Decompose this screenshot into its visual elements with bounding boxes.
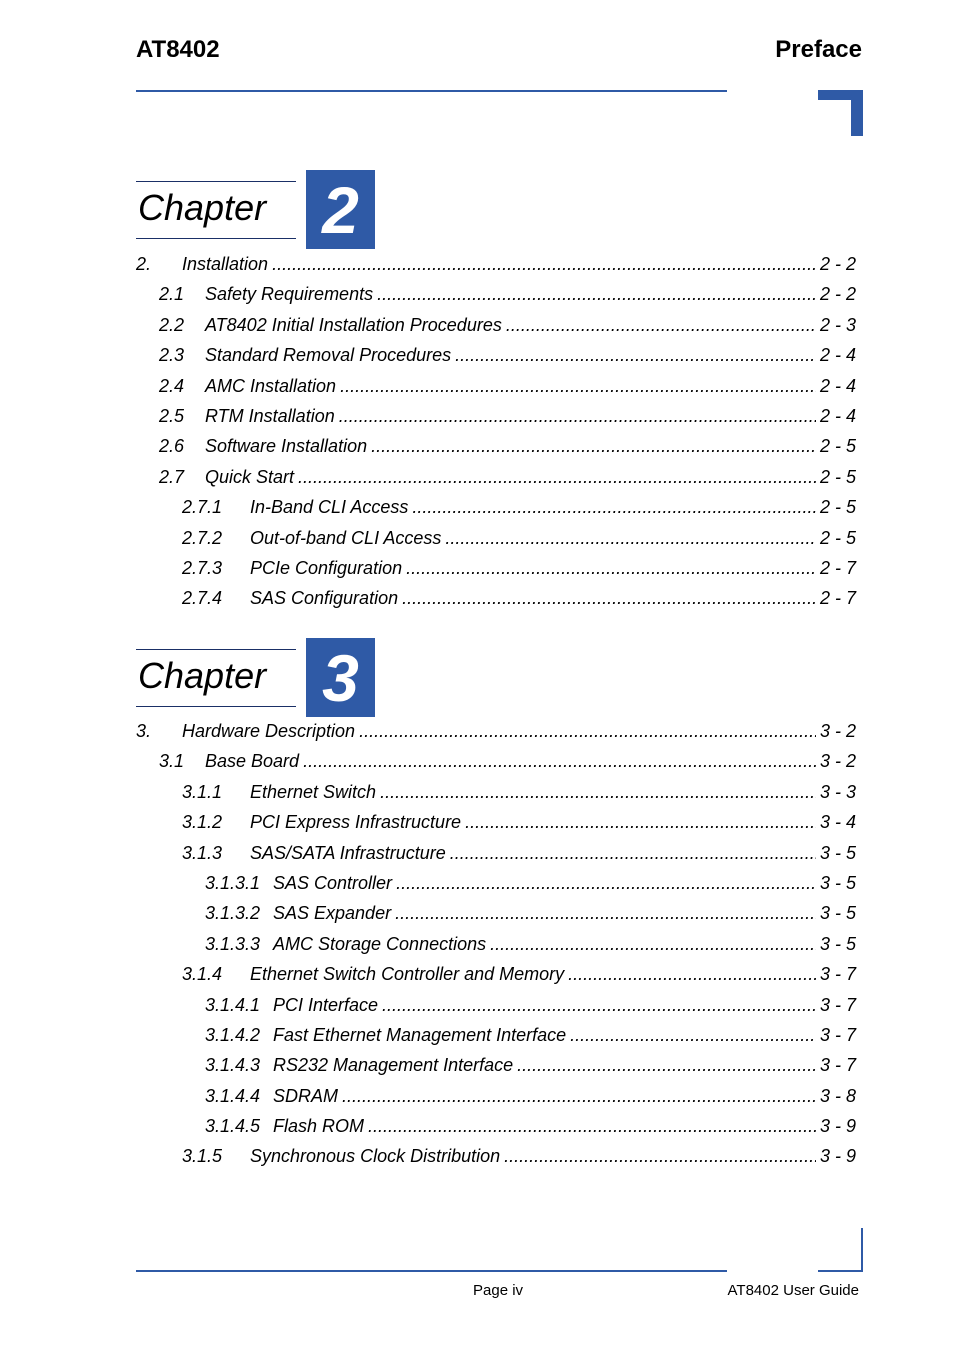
toc-entry-number: 3.1.4	[182, 964, 223, 985]
toc-entry-number: 2.	[136, 254, 152, 274]
footer-rule	[136, 1270, 727, 1272]
toc-leader-dots	[517, 1055, 816, 1076]
toc-leader-dots	[377, 284, 816, 305]
toc-chapter-2	[136, 254, 856, 619]
footer-page-number: Page iv	[473, 1282, 524, 1299]
toc-entry-page: 3 - 4	[819, 812, 856, 833]
footer-guide-title: AT8402 User Guide	[727, 1282, 859, 1299]
toc-entry[interactable]	[136, 964, 856, 994]
chapter-rule-bottom	[136, 706, 296, 707]
toc-entry-title: SAS Controller	[273, 872, 393, 893]
toc-entry-page: 3 - 2	[819, 751, 856, 772]
toc-entry-page: 3 - 5	[819, 872, 856, 893]
toc-leader-dots	[506, 315, 816, 336]
toc-entry-page: 2 - 4	[819, 345, 856, 366]
header-product: AT8402	[136, 36, 220, 63]
toc-entry-page: 3 - 9	[819, 1146, 856, 1167]
toc-entry-page: 3 - 5	[819, 933, 856, 954]
toc-leader-dots	[298, 467, 816, 488]
toc-entry[interactable]	[136, 843, 856, 873]
toc-leader-dots	[342, 1086, 816, 1107]
toc-leader-dots	[395, 903, 816, 924]
toc-entry-number: 3.1	[159, 751, 185, 772]
toc-entry-page: 2 - 5	[819, 527, 856, 548]
chapter-rule-top	[136, 649, 296, 650]
toc-entry-title: AMC Installation	[205, 375, 337, 396]
toc-entry-number: 2.6	[159, 436, 185, 457]
toc-leader-dots	[504, 1146, 816, 1167]
toc-leader-dots	[445, 528, 816, 549]
toc-entry-number: 2.7.3	[182, 557, 223, 578]
toc-entry-title: PCI Interface	[273, 994, 379, 1015]
toc-entry[interactable]	[136, 934, 856, 964]
toc-leader-dots	[570, 1025, 816, 1046]
chapter-number-badge: 2	[306, 170, 375, 249]
toc-entry-title: Quick Start	[205, 466, 295, 487]
toc-entry[interactable]	[136, 254, 856, 284]
toc-leader-dots	[380, 782, 816, 803]
toc-entry-title: RS232 Management Interface	[273, 1055, 514, 1076]
corner-mark-bottom	[861, 1228, 863, 1272]
chapter-heading-3	[136, 640, 376, 729]
toc-entry[interactable]	[136, 497, 856, 527]
toc-leader-dots	[455, 345, 816, 366]
toc-entry-number: 3.1.3.3	[205, 933, 261, 954]
toc-entry-title: AMC Storage Connections	[273, 933, 487, 954]
toc-entry-page: 3 - 7	[819, 1024, 856, 1045]
toc-entry-number: 3.1.4.3	[205, 1055, 261, 1076]
toc-entry[interactable]	[136, 995, 856, 1025]
toc-entry-number: 3.1.4.2	[205, 1024, 261, 1045]
toc-entry-number: 3.1.3.1	[205, 872, 261, 893]
chapter-heading-2	[136, 172, 376, 261]
toc-entry-title: SAS/SATA Infrastructure	[250, 842, 446, 863]
toc-entry-number: 3.1.3.2	[205, 903, 261, 924]
toc-leader-dots	[450, 843, 816, 864]
toc-entry-page: 3 - 3	[819, 781, 856, 802]
toc-entry-page: 2 - 5	[819, 497, 856, 518]
toc-entry-page: 3 - 7	[819, 994, 856, 1015]
toc-entry-number: 3.1.5	[182, 1146, 223, 1167]
toc-leader-dots	[371, 436, 816, 457]
chapter-rule-bottom	[136, 238, 296, 239]
toc-entry-number: 2.7.2	[182, 527, 223, 548]
toc-entry[interactable]	[136, 467, 856, 497]
toc-entry-page: 2 - 2	[819, 284, 856, 305]
toc-entry[interactable]	[136, 528, 856, 558]
toc-entry-page: 2 - 4	[819, 375, 856, 396]
chapter-rule-top	[136, 181, 296, 182]
toc-leader-dots	[359, 721, 816, 742]
toc-entry-page: 3 - 2	[819, 721, 856, 741]
toc-leader-dots	[490, 934, 816, 955]
toc-entry[interactable]	[136, 751, 856, 781]
toc-entry-number: 2.1	[159, 284, 185, 305]
chapter-number-badge: 3	[306, 638, 375, 717]
toc-entry-number: 2.7.4	[182, 588, 223, 609]
toc-entry-title: Fast Ethernet Management Interface	[273, 1024, 567, 1045]
toc-leader-dots	[303, 751, 816, 772]
toc-entry-title: Software Installation	[205, 436, 368, 457]
chapter-word: Chapter	[138, 187, 267, 228]
toc-entry-number: 3.1.4.1	[205, 994, 261, 1015]
header-rule	[136, 90, 727, 92]
toc-entry[interactable]	[136, 1086, 856, 1116]
toc-entry-title: PCI Express Infrastructure	[250, 812, 462, 833]
toc-leader-dots	[406, 558, 816, 579]
toc-entry-page: 3 - 7	[819, 964, 856, 985]
header-section: Preface	[775, 36, 862, 63]
toc-entry-title: SAS Configuration	[250, 588, 399, 609]
toc-entry[interactable]	[136, 873, 856, 903]
corner-mark-bottom-horizontal	[818, 1270, 863, 1272]
toc-entry[interactable]	[136, 1025, 856, 1055]
toc-entry-number: 3.	[136, 721, 152, 741]
toc-entry-title: Safety Requirements	[205, 284, 374, 305]
toc-leader-dots	[402, 588, 816, 609]
toc-entry-number: 2.7	[159, 466, 185, 487]
toc-entry[interactable]	[136, 284, 856, 314]
toc-entry-title: SAS Expander	[273, 903, 392, 924]
toc-entry[interactable]	[136, 315, 856, 345]
toc-entry-number: 2.7.1	[182, 497, 223, 518]
toc-entry[interactable]	[136, 558, 856, 588]
toc-entry-title: Standard Removal Procedures	[205, 345, 452, 366]
toc-entry-page: 2 - 4	[819, 405, 856, 426]
toc-entry-page: 3 - 5	[819, 903, 856, 924]
toc-entry[interactable]	[136, 376, 856, 406]
toc-entry[interactable]	[136, 721, 856, 751]
toc-leader-dots	[339, 406, 816, 427]
chapter-word: Chapter	[138, 655, 267, 696]
toc-leader-dots	[412, 497, 816, 518]
toc-entry-title: Installation	[182, 254, 269, 274]
toc-entry-title: Flash ROM	[273, 1116, 365, 1137]
toc-entry-title: Out-of-band CLI Access	[250, 527, 442, 548]
toc-entry[interactable]	[136, 345, 856, 375]
toc-entry-number: 2.5	[159, 405, 185, 426]
corner-mark-top-vertical	[851, 90, 863, 136]
toc-entry-page: 3 - 8	[819, 1085, 856, 1106]
toc-entry-title: AT8402 Initial Installation Procedures	[205, 314, 502, 335]
toc-entry[interactable]	[136, 436, 856, 466]
toc-entry-title: Hardware Description	[182, 721, 356, 741]
toc-entry-page: 2 - 3	[819, 314, 856, 335]
toc-entry-number: 3.1.4.4	[205, 1085, 261, 1106]
toc-entry[interactable]	[136, 588, 856, 618]
toc-entry-number: 3.1.4.5	[205, 1116, 261, 1137]
toc-entry-number: 2.4	[159, 375, 185, 396]
toc-entry-number: 3.1.1	[182, 781, 223, 802]
toc-entry[interactable]	[136, 1146, 856, 1176]
toc-entry[interactable]	[136, 1055, 856, 1085]
toc-leader-dots	[272, 254, 816, 275]
toc-entry-page: 2 - 7	[819, 588, 856, 609]
toc-entry-number: 2.3	[159, 345, 185, 366]
toc-leader-dots	[396, 873, 816, 894]
toc-entry-page: 2 - 2	[819, 254, 856, 274]
toc-entry-title: Ethernet Switch Controller and Memory	[250, 964, 565, 985]
toc-entry-title: SDRAM	[273, 1085, 339, 1106]
toc-entry[interactable]	[136, 406, 856, 436]
toc-entry-title: Synchronous Clock Distribution	[250, 1146, 501, 1167]
toc-entry[interactable]	[136, 812, 856, 842]
toc-entry-number: 2.2	[159, 314, 185, 335]
toc-leader-dots	[568, 964, 816, 985]
toc-entry-page: 3 - 7	[819, 1055, 856, 1076]
toc-leader-dots	[465, 812, 816, 833]
toc-entry[interactable]	[136, 782, 856, 812]
toc-entry-page: 2 - 5	[819, 436, 856, 457]
toc-entry-title: Base Board	[205, 751, 300, 772]
toc-entry-title: PCIe Configuration	[250, 557, 403, 578]
toc-entry[interactable]	[136, 1116, 856, 1146]
toc-leader-dots	[382, 995, 816, 1016]
toc-leader-dots	[368, 1116, 816, 1137]
toc-entry-page: 2 - 5	[819, 466, 856, 487]
toc-entry-title: Ethernet Switch	[250, 781, 377, 802]
toc-entry-page: 2 - 7	[819, 557, 856, 578]
toc-entry-page: 3 - 9	[819, 1116, 856, 1137]
toc-leader-dots	[340, 376, 816, 397]
toc-chapter-3	[136, 721, 856, 1177]
toc-entry-title: In-Band CLI Access	[250, 497, 409, 518]
toc-entry-number: 3.1.2	[182, 812, 223, 833]
toc-entry-number: 3.1.3	[182, 842, 223, 863]
toc-entry-title: RTM Installation	[205, 405, 335, 426]
toc-entry-page: 3 - 5	[819, 842, 856, 863]
toc-entry[interactable]	[136, 903, 856, 933]
